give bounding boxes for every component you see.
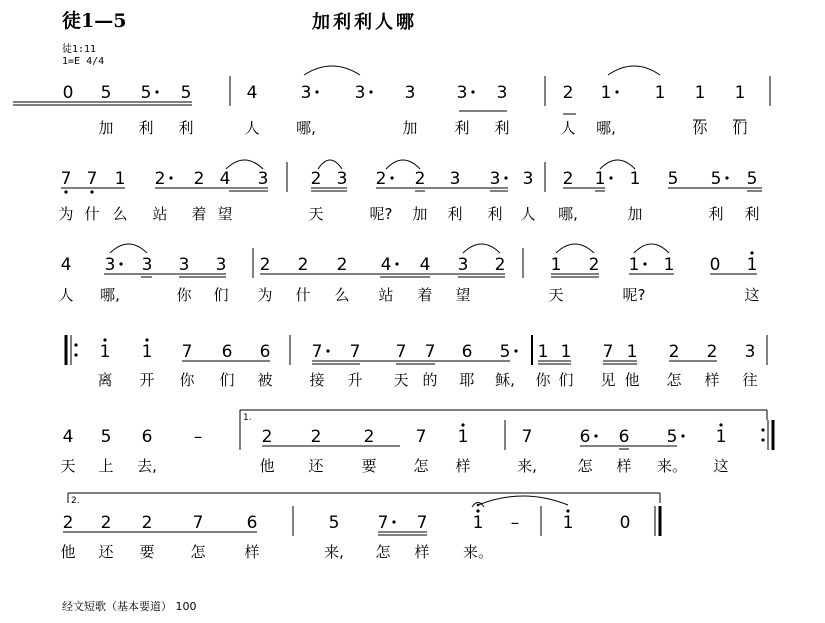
key-time-signature: 1=E 4/4 <box>62 56 105 67</box>
note-digit: 3 <box>404 83 416 103</box>
note-digit: 6 <box>579 427 591 447</box>
note-digit: 1 <box>734 83 746 103</box>
note-digit: 5 <box>140 83 152 103</box>
note-digit: 1 <box>694 83 706 103</box>
note-digit: 5 <box>666 427 678 447</box>
note-digit: 2 <box>141 513 153 533</box>
lyric-syllable: 还 <box>98 543 114 561</box>
lyric-syllable: 来, <box>324 543 344 561</box>
lyric-syllable: 利 <box>454 119 470 137</box>
note-digit: 2 <box>562 83 574 103</box>
augmentation-dot <box>514 349 517 352</box>
sustain-dash: – <box>193 427 203 447</box>
note-digit: 7 <box>415 427 427 447</box>
note-digit: 5 <box>328 513 340 533</box>
repeat-dot <box>74 343 77 346</box>
lyric-syllable: 被 <box>257 371 273 389</box>
note-digit: 2 <box>494 255 506 275</box>
note-digit: 5 <box>499 342 511 362</box>
lyric-syllable: 离 <box>97 371 113 389</box>
note-digit: 3 <box>522 169 534 189</box>
augmentation-dot <box>395 262 398 265</box>
augmentation-dot <box>119 262 122 265</box>
note-digit: 7 <box>86 169 98 189</box>
note-digit: 7 <box>395 342 407 362</box>
repeat-dot <box>761 438 764 441</box>
lyric-syllable: 的 <box>422 371 438 389</box>
lyric-syllable: 样 <box>244 543 260 561</box>
lyric-syllable: 去, <box>137 457 157 475</box>
note-digit: 3 <box>257 169 269 189</box>
note-digit: 1 <box>663 255 675 275</box>
slur-tie <box>226 160 263 169</box>
lyric-syllable: 着 <box>191 205 207 223</box>
note-digit: 2 <box>336 255 348 275</box>
lyric-syllable: 哪, <box>558 205 578 223</box>
note-digit: 1 <box>654 83 666 103</box>
lyric-syllable: 稣, <box>495 371 515 389</box>
lyric-syllable: 天 <box>308 205 324 223</box>
note-digit: 7 <box>192 513 204 533</box>
note-digit: 2 <box>363 427 375 447</box>
lyric-syllable: 他 <box>624 371 640 389</box>
volta-label: 2. <box>71 496 80 506</box>
note-digit: 1 <box>537 342 549 362</box>
augmentation-dot <box>390 176 393 179</box>
augmentation-dot <box>615 90 618 93</box>
note-digit: 2 <box>100 513 112 533</box>
octave-dot-below <box>64 190 67 193</box>
note-digit: 6 <box>141 427 153 447</box>
lyric-syllable: 开 <box>139 371 155 389</box>
repeat-dot <box>74 353 77 356</box>
augmentation-dot <box>155 90 158 93</box>
lyric-syllable: 加 <box>402 119 418 137</box>
augmentation-dot <box>609 176 612 179</box>
note-digit: 2 <box>588 255 600 275</box>
note-digit: 4 <box>246 83 258 103</box>
octave-dot-below <box>90 190 93 193</box>
note-digit: 3 <box>141 255 153 275</box>
note-digit: 3 <box>300 83 312 103</box>
sustain-dash: – <box>510 513 520 533</box>
octave-dot-above <box>719 423 722 426</box>
note-digit: 6 <box>246 513 258 533</box>
lyric-syllable: 你 <box>692 119 708 137</box>
lyric-syllable: 利 <box>708 205 724 223</box>
note-digit: 1 <box>550 255 562 275</box>
note-digit: 1 <box>715 427 727 447</box>
lyric-syllable: 天 <box>393 371 409 389</box>
lyric-syllable: 要 <box>361 457 377 475</box>
lyric-syllable: 利 <box>744 205 760 223</box>
note-digit: 2 <box>154 169 166 189</box>
note-digit: 1 <box>600 83 612 103</box>
lyric-syllable: 来。 <box>462 543 494 561</box>
note-digit: 1 <box>472 513 484 533</box>
note-digit: 1 <box>562 513 574 533</box>
lyric-syllable: 你 <box>176 286 192 304</box>
lyric-syllable: 们 <box>219 371 235 389</box>
lyric-syllable: 利 <box>138 119 154 137</box>
octave-dot-above <box>461 423 464 426</box>
note-digit: 5 <box>746 169 758 189</box>
note-digit: 2 <box>297 255 309 275</box>
note-digit: 3 <box>104 255 116 275</box>
lyric-syllable: 样 <box>414 543 430 561</box>
lyric-syllable: 天 <box>548 286 564 304</box>
note-digit: 1 <box>628 255 640 275</box>
lyric-syllable: 人 <box>520 205 536 223</box>
note-digit: 1 <box>560 342 572 362</box>
augmentation-dot <box>471 90 474 93</box>
lyric-syllable: 为 <box>58 205 74 223</box>
note-digit: 6 <box>259 342 271 362</box>
slur-tie <box>600 160 635 169</box>
note-digit: 2 <box>562 169 574 189</box>
lyric-syllable: 接 <box>309 371 325 389</box>
slur-tie <box>304 66 360 75</box>
slur-tie <box>634 244 669 253</box>
note-digit: 7 <box>311 342 323 362</box>
page-footer: 经文短歌（基本要道） 100 <box>62 600 197 613</box>
lyric-syllable: 哪, <box>596 119 616 137</box>
note-digit: 2 <box>261 427 273 447</box>
repeat-dot <box>761 428 764 431</box>
augmentation-dot <box>369 90 372 93</box>
note-digit: 3 <box>336 169 348 189</box>
note-digit: 3 <box>354 83 366 103</box>
lyric-syllable: 加 <box>98 119 114 137</box>
note-digit: 0 <box>62 83 74 103</box>
lyric-syllable: 耶 <box>459 371 475 389</box>
note-digit: 2 <box>310 427 322 447</box>
lyric-syllable: 哪, <box>100 286 120 304</box>
note-digit: 6 <box>221 342 233 362</box>
augmentation-dot <box>681 434 684 437</box>
page-title: 加利利人哪 <box>312 12 417 33</box>
note-digit: 4 <box>380 255 392 275</box>
lyric-syllable: 人 <box>560 119 576 137</box>
note-digit: 2 <box>193 169 205 189</box>
lyric-syllable: 利 <box>178 119 194 137</box>
lyric-syllable: 么 <box>112 205 128 223</box>
lyric-syllable: 上 <box>98 457 114 475</box>
augmentation-dot <box>643 262 646 265</box>
note-digit: 4 <box>62 427 74 447</box>
note-digit: 2 <box>259 255 271 275</box>
note-digit: 2 <box>62 513 74 533</box>
lyric-syllable: 样 <box>616 457 632 475</box>
scripture-reference: 徒1:11 <box>62 44 97 55</box>
note-digit: 1 <box>99 342 111 362</box>
note-digit: 3 <box>496 83 508 103</box>
note-digit: 7 <box>602 342 614 362</box>
lyric-syllable: 你 <box>535 371 551 389</box>
lyric-syllable: 么 <box>334 286 350 304</box>
lyric-syllable: 望 <box>217 205 233 223</box>
note-digit: 1 <box>141 342 153 362</box>
note-digit: 7 <box>377 513 389 533</box>
fermata-dot <box>477 504 480 507</box>
lyric-syllable: 望 <box>455 286 471 304</box>
note-digit: 4 <box>60 255 72 275</box>
note-digit: 2 <box>375 169 387 189</box>
lyric-syllable: 样 <box>455 457 471 475</box>
note-digit: 4 <box>219 169 231 189</box>
lyric-syllable: 呢? <box>369 205 393 223</box>
slur-tie <box>556 244 594 253</box>
note-digit: 5 <box>180 83 192 103</box>
lyric-syllable: 人 <box>58 286 74 304</box>
lyric-syllable: 什 <box>84 205 100 223</box>
octave-dot-above <box>103 338 106 341</box>
note-digit: 3 <box>456 83 468 103</box>
lyric-syllable: 们 <box>732 119 748 137</box>
note-digit: 3 <box>744 342 756 362</box>
lyric-syllable: 们 <box>213 286 229 304</box>
lyric-syllable: 站 <box>152 205 168 223</box>
note-digit: 5 <box>100 83 112 103</box>
note-digit: 3 <box>215 255 227 275</box>
slur-tie <box>478 496 568 505</box>
octave-dot-above <box>476 509 479 512</box>
slur-tie <box>386 160 420 169</box>
lyric-syllable: 天 <box>60 457 76 475</box>
lyric-syllable: 还 <box>308 457 324 475</box>
note-digit: 3 <box>449 169 461 189</box>
note-digit: 5 <box>100 427 112 447</box>
lyric-syllable: 怎 <box>413 457 429 475</box>
note-digit: 2 <box>668 342 680 362</box>
augmentation-dot <box>315 90 318 93</box>
lyric-syllable: 什 <box>295 286 311 304</box>
note-digit: 7 <box>521 427 533 447</box>
lyric-syllable: 见 <box>600 371 616 389</box>
lyric-syllable: 加 <box>627 205 643 223</box>
lyric-syllable: 这 <box>713 457 729 475</box>
augmentation-dot <box>594 434 597 437</box>
augmentation-dot <box>392 520 395 523</box>
lyric-syllable: 来。 <box>656 457 688 475</box>
augmentation-dot <box>504 176 507 179</box>
note-digit: 7 <box>60 169 72 189</box>
lyric-syllable: 站 <box>378 286 394 304</box>
lyric-syllable: 他 <box>60 543 76 561</box>
slur-tie <box>608 66 660 75</box>
lyric-syllable: 怎 <box>666 371 682 389</box>
lyric-syllable: 利 <box>494 119 510 137</box>
lyric-syllable: 利 <box>447 205 463 223</box>
note-digit: 7 <box>181 342 193 362</box>
note-digit: 1 <box>629 169 641 189</box>
volta-label: 1. <box>243 413 252 423</box>
note-digit: 5 <box>710 169 722 189</box>
note-digit: 4 <box>419 255 431 275</box>
lyric-syllable: 们 <box>558 371 574 389</box>
lyric-syllable: 样 <box>704 371 720 389</box>
lyric-syllable: 利 <box>487 205 503 223</box>
slur-tie <box>110 244 147 253</box>
note-digit: 2 <box>310 169 322 189</box>
hymn-number: 徒1—5 <box>62 10 127 32</box>
lyric-syllable: 加 <box>412 205 428 223</box>
note-digit: 3 <box>178 255 190 275</box>
note-digit: 0 <box>709 255 721 275</box>
note-digit: 1 <box>746 255 758 275</box>
note-digit: 1 <box>114 169 126 189</box>
slur-tie <box>463 244 500 253</box>
lyric-syllable: 呢? <box>622 286 646 304</box>
note-digit: 2 <box>706 342 718 362</box>
note-digit: 3 <box>489 169 501 189</box>
note-digit: 1 <box>626 342 638 362</box>
slur-tie <box>318 160 342 169</box>
lyric-syllable: 人 <box>244 119 260 137</box>
lyric-syllable: 怎 <box>577 457 593 475</box>
note-digit: 7 <box>416 513 428 533</box>
note-digit: 5 <box>667 169 679 189</box>
octave-dot-above <box>750 251 753 254</box>
note-digit: 1 <box>594 169 606 189</box>
lyric-syllable: 他 <box>259 457 275 475</box>
lyric-syllable: 怎 <box>375 543 391 561</box>
lyric-syllable: 为 <box>257 286 273 304</box>
note-digit: 3 <box>457 255 469 275</box>
note-digit: 1 <box>457 427 469 447</box>
augmentation-dot <box>326 349 329 352</box>
note-digit: 6 <box>618 427 630 447</box>
lyric-syllable: 哪, <box>296 119 316 137</box>
lyric-syllable: 往 <box>742 371 758 389</box>
lyric-syllable: 来, <box>517 457 537 475</box>
lyric-syllable: 你 <box>179 371 195 389</box>
note-digit: 2 <box>414 169 426 189</box>
note-digit: 7 <box>349 342 361 362</box>
lyric-syllable: 怎 <box>190 543 206 561</box>
augmentation-dot <box>169 176 172 179</box>
lyric-syllable: 要 <box>139 543 155 561</box>
octave-dot-above <box>566 509 569 512</box>
note-digit: 0 <box>619 513 631 533</box>
lyric-syllable: 着 <box>417 286 433 304</box>
augmentation-dot <box>725 176 728 179</box>
lyric-syllable: 升 <box>347 371 363 389</box>
lyric-syllable: 这 <box>744 286 760 304</box>
note-digit: 7 <box>424 342 436 362</box>
octave-dot-above <box>145 338 148 341</box>
note-digit: 6 <box>461 342 473 362</box>
